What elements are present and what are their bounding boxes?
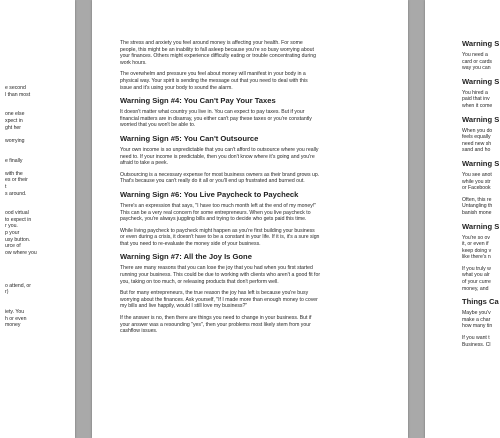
text-fragment: es or their	[5, 177, 28, 184]
paragraph: Outsourcing is a necessary expense for most business owners as their brand grows up. That's because you can't really do it all or you'll end up frustrated and burned out.	[120, 171, 320, 185]
paragraph-fragment: If you truly w what you alr of your curre money, and	[462, 265, 491, 292]
document-page-right	[425, 0, 500, 438]
paragraph: Your own income is so unpredictable that you can't afford to outsource where you really need to. If your income is predictable, then you don't know where it's going and you're afraid to take a peek.	[120, 146, 319, 167]
text-fragment: ow where you	[5, 249, 37, 256]
text-fragment: ght her	[5, 124, 22, 131]
text-fragment: t	[5, 183, 7, 190]
paragraph: If the answer is no, then there are things you need to change in your business. But if your answer was a resounding "yes", then your problems most likely stem from your cashflow issues.	[120, 315, 312, 335]
text-fragment: e finally	[5, 157, 23, 164]
paragraph-fragment: You see anot while you str or Facebook	[462, 171, 492, 192]
line-gap	[5, 256, 75, 263]
text-fragment: ood virtual	[5, 210, 29, 217]
heading-fragment: Warning S	[462, 114, 500, 124]
paragraph: It doesn't matter what country you live in. You can expect to pay taxes. But if your financial matters are in disarray, you either can't pay these taxes or you're constantly worried that you won't be able to.	[120, 109, 312, 129]
line-gap	[5, 296, 75, 303]
text-fragment: one else	[5, 111, 25, 118]
paragraph: But for many entrepreneurs, the true reason the joy has left is because you're busy worrying about the finances. Ask yourself, "If I made more than enough money to cover my bills and live happily, would I still love my business?"	[120, 290, 318, 310]
line-gap	[5, 303, 75, 310]
line-gap	[5, 131, 75, 138]
line-gap	[5, 197, 75, 204]
heading-fragment: Warning S	[462, 39, 500, 48]
document-page-left	[0, 0, 75, 438]
right-page-text	[462, 39, 500, 353]
text-fragment: urce of	[5, 243, 21, 250]
heading-warning-sign-7: Warning Sign #7: All the Joy Is Gone	[120, 252, 252, 262]
text-fragment: worrying	[5, 137, 25, 144]
paragraph: While living paycheck to paycheck might happen as you're first building your business or even during a crisis, it doesn't have to be a constant in your life. If it is, it's a sure sign that you need to re-evaluate the money side of your business.	[120, 227, 320, 247]
paragraph: There are many reasons that you can lose the joy that you had when you first started running your business. This could be due to working with clients who aren't a good fit for you, taking on too much, or releasing products that don't perform well.	[120, 265, 321, 285]
text-fragment: e second	[5, 85, 26, 91]
text-fragment: money	[5, 322, 21, 329]
paragraph-fragment: If you want t Business. Cl	[462, 335, 491, 348]
text-fragment: l than most	[5, 91, 31, 98]
heading-warning-sign-4: Warning Sign #4: You Can't Pay Your Taxes	[120, 96, 276, 106]
text-fragment: r you.	[5, 223, 18, 230]
heading-warning-sign-5: Warning Sign #5: You Can't Outsource	[120, 133, 259, 143]
paragraph: There's an expression that says, "I have too much month left at the end of my money!" This can be a very real concern for some entrepreneurs. When you live paycheck to paycheck, you're always juggling bills and trying to decide who gets paid this time.	[120, 202, 317, 223]
text-fragment: r)	[5, 289, 9, 296]
line-gap	[5, 144, 75, 151]
paragraph-fragment: You're so ov it, or even if keep doing v like there's n	[462, 234, 492, 261]
line-gap	[5, 263, 75, 270]
heading-fragment: Warning S	[462, 158, 500, 168]
paragraph-fragment: You hired a paid that inv when it come	[462, 89, 493, 109]
line-gap	[5, 164, 75, 171]
text-fragment: p your	[5, 230, 20, 237]
text-fragment: h or even	[5, 315, 27, 322]
paragraph-fragment: You need a card or cards way you can	[462, 52, 492, 72]
line-gap	[5, 270, 75, 277]
line-gap	[5, 105, 75, 112]
text-fragment: usy button.	[5, 236, 31, 243]
paragraph: The stress and anxiety you feel around money is affecting your health. For some people, this might be an inability to fall asleep because you're so busy worrying about your finances. Others might experience difficulty eating or trouble concentrating during work hours.	[120, 40, 316, 66]
heading-fragment: Things Ca	[462, 297, 499, 307]
paragraph-fragment: When you do feels equally need new sh sand and ho	[462, 127, 493, 154]
center-page-text	[120, 40, 382, 340]
text-fragment: to expect in	[5, 216, 32, 223]
paragraph: The overwhelm and pressure you feel about money will manifest in your body in a physical way. Your spirit is sending the message out that you need to deal with this issue and it's using your body to sound the alarm.	[120, 71, 308, 91]
text-fragment: xpect in	[5, 117, 23, 124]
line-gap	[5, 98, 75, 105]
heading-fragment: Warning S	[462, 76, 500, 86]
paragraph-fragment: Often, this re Untangling th banish mone	[462, 196, 493, 216]
left-page-text	[5, 85, 75, 329]
text-fragment: with the	[5, 170, 23, 177]
heading-fragment: Warning S	[462, 221, 500, 231]
text-fragment: iety. You	[5, 309, 25, 316]
heading-warning-sign-6: Warning Sign #6: You Live Paycheck to Paycheck	[120, 189, 299, 199]
line-gap	[5, 204, 75, 211]
text-fragment: s around.	[5, 190, 27, 197]
paragraph-fragment: Maybe you'v make a char how many tin	[462, 310, 493, 330]
text-fragment: o attend, or	[5, 282, 32, 289]
line-gap	[5, 151, 75, 158]
document-page-center	[92, 0, 408, 438]
line-gap	[5, 276, 75, 283]
